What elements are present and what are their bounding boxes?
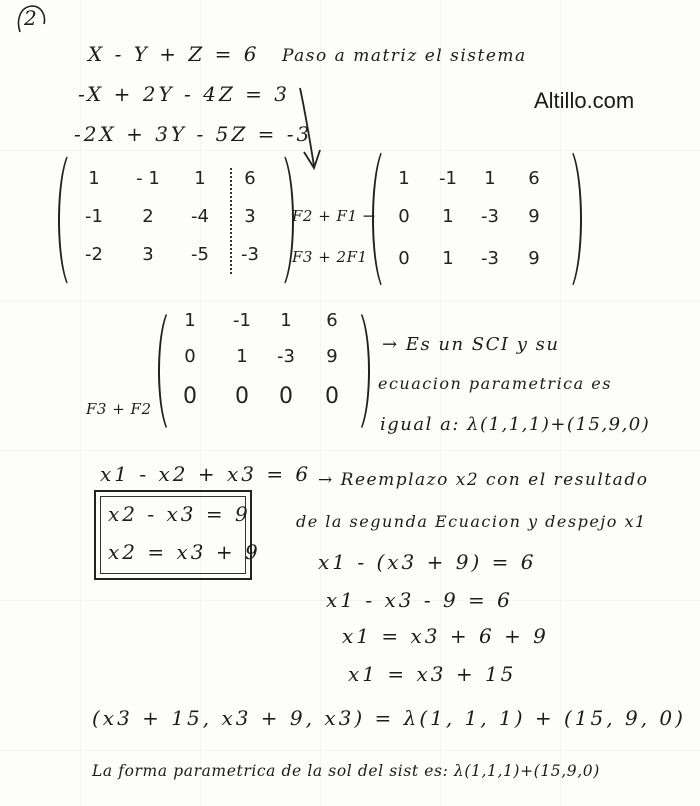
matrix-b-cell: 1 [484,168,496,189]
boxed-eq-2: x2 = x3 + 9 [108,540,261,564]
matrix-c-cell: -3 [277,346,295,367]
matrix-b-cell: 1 [442,248,454,269]
matrix-a-cell: - 1 [136,168,160,189]
grid-line [0,450,700,451]
matrix-a-cell: 3 [142,244,154,265]
row-op-f3: F3 + 2F1 [292,248,368,266]
matrix-a-cell: 6 [244,168,256,189]
conclusion-line-2: ecuacion parametrica es [378,374,612,393]
matrix-b-cell: 1 [398,168,410,189]
matrix-c-cell: 6 [326,310,338,331]
matrix-a-cell: -1 [85,206,103,227]
arrow-down-icon [292,86,332,176]
matrix-c-cell: -1 [233,310,251,331]
note-replace-line-2: de la segunda Ecuacion y despejo x1 [296,512,647,531]
matrix-b-cell: -3 [481,248,499,269]
system-eq-2: -X + 2Y - 4Z = 3 [78,82,290,106]
matrix-a-cell: 2 [142,206,154,227]
matrix-b-cell: 0 [398,206,410,227]
solution-vector: (x3 + 15, x3 + 9, x3) = λ(1, 1, 1) + (15, 9, 0) [92,706,686,730]
matrix-b-cell: 9 [528,206,540,227]
matrix-c-cell: 1 [280,310,292,331]
matrix-b-cell: 9 [528,248,540,269]
grid-line [0,750,700,751]
conclusion-line-1: → Es un SCI y su [382,334,560,355]
matrix-b-right-paren [550,144,582,294]
step-4: x1 = x3 + 15 [348,662,517,686]
problem-number: 2 [24,6,38,30]
system-eq-1: X - Y + Z = 6 [88,42,260,66]
matrix-b-cell: 6 [528,168,540,189]
grid-line [80,0,81,806]
matrix-a-cell: 3 [244,206,256,227]
step-2: x1 - x3 - 9 = 6 [326,588,513,612]
matrix-a-cell: 1 [88,168,100,189]
matrix-c-cell: 1 [184,310,196,331]
note-reduce: Paso a matriz el sistema [282,46,527,66]
matrix-c-cell: 0 [325,384,339,409]
matrix-b-cell: -3 [481,206,499,227]
matrix-c-cell: 0 [235,384,249,409]
matrix-b-cell: 0 [398,248,410,269]
row-op-f3-f2: F3 + F2 [86,400,152,418]
reduced-eq-1: x1 - x2 + x3 = 6 [100,462,312,486]
matrix-c-cell: 0 [183,384,197,409]
system-eq-3: -2X + 3Y - 5Z = -3 [74,122,313,146]
matrix-a-cell: -5 [191,244,209,265]
matrix-a-cell: -2 [85,244,103,265]
grid-line [0,150,700,151]
grid-line [560,0,561,806]
grid-line [0,300,700,301]
matrix-c-cell: 0 [184,346,196,367]
step-3: x1 = x3 + 6 + 9 [342,624,549,648]
matrix-c-cell: 0 [279,384,293,409]
matrix-c-cell: 1 [236,346,248,367]
matrix-c-cell: 9 [326,346,338,367]
matrix-a-cell: 1 [194,168,206,189]
step-1: x1 - (x3 + 9) = 6 [318,550,537,574]
boxed-eq-1: x2 - x3 = 9 [108,502,251,526]
row-op-f2: F2 + F1 → [292,207,376,225]
matrix-a-cell: -4 [191,206,209,227]
note-replace-line-1: → Reemplazo x2 con el resultado [318,470,649,490]
conclusion-line-3: igual a: λ(1,1,1)+(15,9,0) [380,414,651,435]
final-answer: La forma parametrica de la sol del sist es: λ(1,1,1)+(15,9,0) [92,762,600,780]
watermark: Altillo.com [534,88,635,113]
problem-circle-icon [14,2,48,36]
matrix-a-cell: -3 [241,244,259,265]
matrix-b-cell: -1 [439,168,457,189]
matrix-b-cell: 1 [442,206,454,227]
